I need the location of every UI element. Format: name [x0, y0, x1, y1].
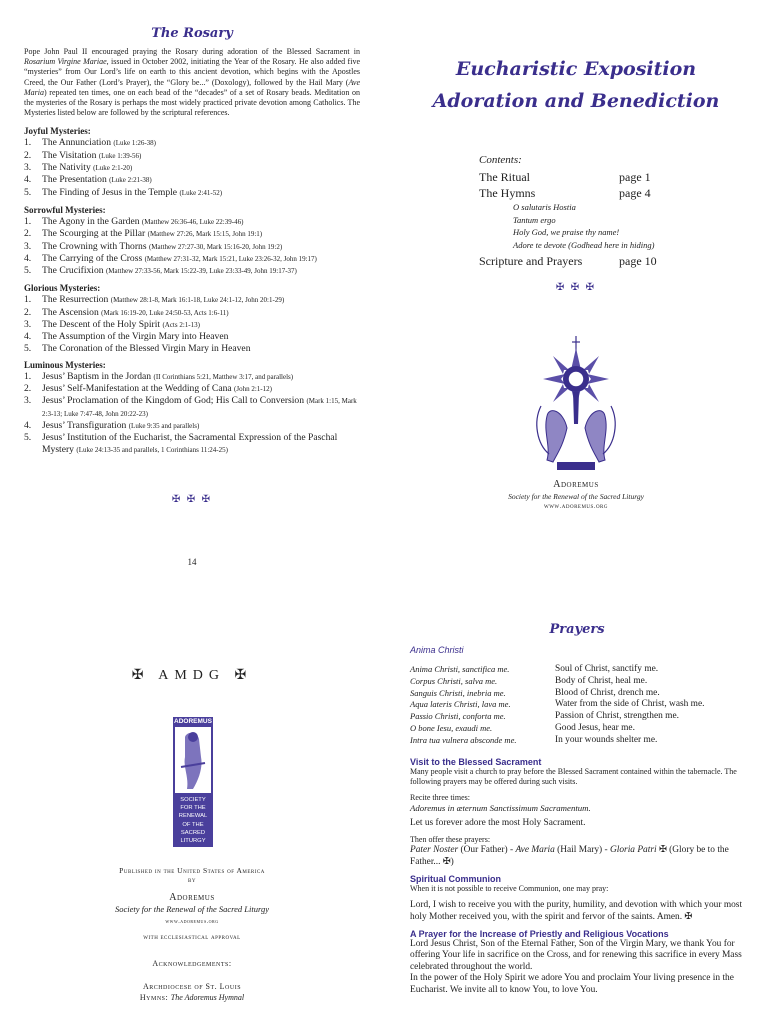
- mystery-title: Jesus’ Transfiguration: [42, 420, 127, 432]
- spiritual-communion-intro: When it is not possible to receive Communion, one may pray:: [410, 884, 609, 894]
- mystery-title: The Agony in the Garden: [42, 215, 140, 227]
- ack-hymns: [0, 993, 384, 1002]
- recite-instruction: Recite three times:: [410, 792, 470, 802]
- contents-label: Contents:: [479, 154, 522, 166]
- mystery-group-heading: Sorrowful Mysteries:: [24, 204, 106, 215]
- mystery-title: The Resurrection: [42, 294, 109, 306]
- mystery-item: [24, 228, 360, 240]
- back-publisher: Adoremus: [169, 892, 215, 903]
- mystery-item: [24, 241, 360, 253]
- rosary-intro-run: Pope John Paul II encouraged praying the Rosary during adoration of the Blessed Sacrament in: [24, 47, 360, 56]
- mystery-list: [24, 137, 360, 198]
- rosary-page: [0, 0, 384, 600]
- published-by: by: [188, 877, 196, 884]
- mystery-item: [24, 331, 360, 342]
- scripture-reference: (Matthew 26:36-46, Luke 22:39-46): [141, 217, 244, 226]
- scripture-reference: (Mark 1:15, Mark 2:3-13; Luke 7:47-48, John 20:22-23): [42, 397, 357, 418]
- anima-latin-line: Corpus Christi, salva me.: [410, 675, 498, 686]
- anima-christi-text: [410, 664, 744, 747]
- mystery-number: 2.: [24, 228, 32, 240]
- anima-english-line: In your wounds shelter me.: [555, 734, 658, 745]
- scripture-reference: (Matthew 27:33-56, Mark 15:22-39, Luke 23:33-49, John 19:17-37): [105, 267, 297, 276]
- scripture-reference: (II Corinthians 5:21, Matthew 3:17, and parallels): [153, 372, 294, 381]
- mystery-list: [24, 216, 360, 277]
- mystery-item: [24, 383, 360, 395]
- anima-english-line: Soul of Christ, sanctify me.: [555, 664, 659, 674]
- mystery-title: The Crucifixion: [42, 265, 104, 277]
- mystery-number: 5.: [24, 342, 32, 354]
- logo-caption-line: LITURGY: [180, 838, 206, 845]
- mystery-title: The Carrying of the Cross: [42, 252, 143, 264]
- back-cover-page: [0, 600, 384, 1024]
- mystery-title: The Descent of the Holy Spirit: [42, 318, 161, 330]
- hymn-item: Adore te devote (Godhead here in hiding): [513, 239, 655, 250]
- mystery-number: 5.: [24, 186, 32, 198]
- offer-prayers: [410, 845, 744, 868]
- rosary-intro-run: Ave Maria: [24, 77, 360, 97]
- mystery-number: 4.: [24, 252, 32, 264]
- mystery-group-heading: Glorious Mysteries:: [24, 283, 101, 294]
- cover-page: [384, 0, 768, 600]
- contents-entry-page: page 1: [619, 170, 651, 184]
- mystery-list: [24, 294, 360, 353]
- mystery-groups: [24, 126, 360, 456]
- contents-entry-name: The Ritual: [479, 170, 530, 184]
- contents-entry-page: page 4: [619, 186, 651, 200]
- mystery-number: 4.: [24, 331, 32, 343]
- scripture-reference: (Matthew 28:1-8, Mark 16:1-18, Luke 24:1-12, John 20:1-29): [110, 296, 285, 305]
- mystery-number: 1.: [24, 370, 32, 382]
- anima-latin-line: Anima Christi, sanctifica me.: [410, 664, 510, 674]
- spiritual-communion-heading: Spiritual Communion: [410, 874, 501, 885]
- contents-entry[interactable]: [479, 185, 739, 201]
- ecclesiastical-approval: with ecclesiastical approval: [143, 934, 241, 941]
- mystery-number: 5.: [24, 265, 32, 277]
- vocations-heading: A Prayer for the Increase of Priestly and Religious Vocations: [410, 929, 669, 940]
- anima-english-line: Body of Christ, heal me.: [555, 675, 648, 686]
- mystery-number: 3.: [24, 395, 32, 407]
- mystery-item: [24, 253, 360, 265]
- cover-title-line2: Adoration and Benediction: [432, 90, 720, 112]
- logo-caption-line: SACRED: [180, 829, 206, 836]
- logo-caption-line: OF THE: [182, 821, 204, 828]
- recite-latin: Adoremus in æternum Sanctissimum Sacramentum.: [410, 802, 591, 813]
- mystery-item: [24, 174, 360, 186]
- contents-list: [479, 154, 739, 269]
- anima-english-line: Water from the side of Christ, wash me.: [555, 699, 705, 710]
- rosary-ornament: ✠ ✠ ✠: [171, 493, 213, 505]
- anima-english-line: Good Jesus, hear me.: [555, 722, 635, 733]
- contents-entry-page: page 10: [619, 254, 657, 269]
- mystery-item: [24, 162, 360, 174]
- mystery-item: [24, 216, 360, 228]
- logo-caption: [173, 796, 213, 845]
- mystery-title: The Coronation of the Blessed Virgin Mary in Heaven: [42, 342, 251, 354]
- offer-run: Gloria Patri: [609, 845, 657, 856]
- mystery-title: Jesus’ Self-Manifestation at the Wedding of Cana: [42, 383, 232, 395]
- mystery-title: The Presentation: [42, 174, 107, 186]
- scripture-reference: (Luke 24:13-35 and parallels, 1 Corinthians 11:24-25): [76, 445, 228, 454]
- mystery-group-heading: Luminous Mysteries:: [24, 359, 106, 370]
- anima-latin-line: Intra tua vulnera absconde me.: [410, 734, 517, 745]
- scripture-reference: (John 2:1-12): [234, 385, 272, 394]
- scripture-reference: (Acts 2:1-13): [162, 320, 200, 329]
- mystery-title: Jesus’ Institution of the Eucharist, the Sacramental Expression of the Paschal Mystery: [42, 432, 338, 455]
- mystery-title: Jesus’ Proclamation of the Kingdom of God; His Call to Conversion: [42, 395, 305, 407]
- mystery-number: 4.: [24, 420, 32, 432]
- scripture-reference: (Matthew 27:31-32, Mark 15:21, Luke 23:26-32, John 19:17): [144, 254, 317, 263]
- page-number: 14: [187, 556, 197, 567]
- mystery-item: [24, 420, 360, 432]
- contents-entry[interactable]: [479, 169, 739, 185]
- scripture-reference: (Luke 2:21-38): [109, 176, 152, 185]
- prayers-title: Prayers: [549, 622, 605, 637]
- anima-latin-line: Passio Christi, conforta me.: [410, 711, 506, 722]
- mystery-list: [24, 371, 360, 456]
- monstrance-icon: [527, 336, 625, 474]
- anima-english-line: Passion of Christ, strengthen me.: [555, 711, 679, 722]
- anima-latin-line: O bone Iesu, exaudi me.: [410, 722, 493, 733]
- publication-info: [0, 866, 384, 1002]
- mystery-item: [24, 395, 360, 420]
- offer-run: Pater Noster: [410, 845, 459, 856]
- recite-english: Let us forever adore the most Holy Sacrament.: [410, 817, 586, 828]
- ack-hymns-label: Hymns:: [139, 993, 171, 1002]
- scripture-reference: (Matthew 27:26, Mark 15:15, John 19:1): [147, 230, 263, 239]
- rosary-intro-run: Rosarium Virgine Mariae: [24, 57, 107, 67]
- hymn-item: O salutaris Hostia: [513, 202, 576, 212]
- offer-run: ✠ (Glory be to the Father... ✠): [410, 845, 729, 867]
- mystery-item: [24, 319, 360, 331]
- mystery-group-heading: Joyful Mysteries:: [24, 126, 91, 137]
- mystery-item: [24, 187, 360, 199]
- anima-latin-column: [410, 664, 555, 747]
- scripture-reference: (Mark 16:19-20, Luke 24:50-53, Acts 1:6-11): [101, 308, 229, 317]
- scripture-reference: (Luke 9:35 and parallels): [128, 422, 200, 431]
- visit-heading: Visit to the Blessed Sacrament: [410, 756, 542, 767]
- mystery-number: 2.: [24, 383, 32, 395]
- rosary-intro: [24, 47, 360, 118]
- anima-christi-heading: Anima Christi: [410, 645, 464, 655]
- back-society: Society for the Renewal of the Sacred Liturgy: [115, 904, 269, 914]
- ack-hymns-title: The Adoremus Hymnal: [170, 993, 245, 1002]
- mystery-number: 3.: [24, 318, 32, 330]
- mystery-title: The Scourging at the Pillar: [42, 228, 146, 240]
- mystery-number: 1.: [24, 294, 32, 306]
- logo-caption-line: FOR THE: [180, 805, 206, 812]
- scripture-reference: (Luke 1:26-38): [113, 139, 156, 148]
- mystery-number: 3.: [24, 162, 32, 174]
- amdg-motto: ✠ AMDG ✠: [131, 668, 253, 683]
- rosary-intro-run: ) repeated ten times, one on each bead of the “decades” of a set of Rosary beads. Meditation on the mysteries of the Rosary is perhaps the most widely practiced private devotion among Catholics. The Mysteries listed below are followed by the scriptural references.: [24, 87, 360, 118]
- mystery-item: [24, 343, 360, 354]
- mystery-item: [24, 150, 360, 162]
- mystery-number: 2.: [24, 306, 32, 318]
- anima-latin-line: Aqua lateris Christi, lava me.: [410, 699, 511, 710]
- offer-run: (Our Father) -: [458, 845, 516, 856]
- mystery-title: The Assumption of the Virgin Mary into Heaven: [42, 331, 229, 343]
- scripture-reference: (Luke 2:41-52): [179, 188, 223, 197]
- mystery-title: The Finding of Jesus in the Temple: [42, 186, 178, 198]
- hymn-list: [479, 201, 739, 251]
- anima-english-column: [555, 664, 704, 747]
- offer-instruction: Then offer these prayers:: [410, 835, 491, 845]
- offer-run: Ave Maria: [515, 845, 555, 856]
- cover-society: Society for the Renewal of the Sacred Liturgy: [508, 492, 644, 501]
- mystery-item: [24, 137, 360, 149]
- offer-run: (Hail Mary) -: [554, 845, 610, 856]
- mystery-title: The Annunciation: [42, 137, 112, 149]
- cover-website[interactable]: www.adoremus.org: [543, 503, 609, 510]
- mystery-title: Jesus’ Baptism in the Jordan: [42, 370, 152, 382]
- logo-caption-line: SOCIETY: [180, 797, 206, 803]
- mystery-item: [24, 265, 360, 277]
- scripture-reference: (Luke 1:39-56): [98, 151, 142, 160]
- mystery-number: 2.: [24, 149, 32, 161]
- contents-entry-name: The Hymns: [479, 186, 536, 200]
- acknowledgements-heading: Acknowledgements:: [152, 959, 232, 968]
- mystery-item: [24, 294, 360, 306]
- cover-publisher-block: [384, 479, 768, 510]
- anima-latin-line: Sanguis Christi, inebria me.: [410, 687, 506, 698]
- spiritual-communion-text: Lord, I wish to receive you with the purity, humility, and devotion with which your most holy Mother received you, with the spirit and fervor of the saints. Amen. ✠: [410, 900, 743, 922]
- vocations-text: Lord Jesus Christ, Son of the Eternal Father, Son of the Virgin Mary, we thank You for offering Your life in sacrifice on the Cross, and for renewing this sacrifice in every Mass celebrated throughout the world.: [410, 939, 742, 972]
- prayers-page: [384, 600, 768, 1024]
- rosary-title: The Rosary: [151, 26, 233, 41]
- hymn-item: Holy God, we praise thy name!: [513, 227, 620, 238]
- logo-caption-line: RENEWAL: [178, 813, 208, 820]
- ack-archdiocese: Archdiocese of St. Louis: [142, 982, 242, 991]
- cover-publisher: Adoremus: [553, 479, 599, 490]
- cover-title-line1: Eucharistic Exposition: [455, 58, 697, 80]
- mystery-title: The Visitation: [42, 149, 97, 161]
- scripture-reference: (Matthew 27:27-30, Mark 15:16-20, John 19:2): [148, 242, 283, 251]
- mystery-title: The Crowning with Thorns: [42, 240, 147, 252]
- mystery-title: The Nativity: [42, 162, 91, 174]
- adoremus-logo: [173, 717, 213, 847]
- contents-entry-name: Scripture and Prayers: [479, 254, 583, 269]
- mystery-number: 3.: [24, 240, 32, 252]
- monstrance-illustration: [527, 336, 625, 474]
- mystery-title: The Ascension: [42, 306, 99, 318]
- vocations-text-continued: In the power of the Holy Spirit we adore You and proclaim Your living presence in the Eucharist. We invite all to know You, to love You.: [410, 973, 734, 995]
- back-website[interactable]: www.adoremus.org: [165, 919, 219, 925]
- anima-english-line: Blood of Christ, drench me.: [555, 687, 660, 698]
- logo-title: ADOREMUS: [174, 718, 212, 725]
- scripture-reference: (Luke 2:1-20): [93, 164, 133, 173]
- mystery-number: 5.: [24, 432, 32, 444]
- mystery-number: 4.: [24, 174, 32, 186]
- mystery-item: [24, 371, 360, 383]
- mystery-number: 1.: [24, 137, 32, 149]
- visit-text: Many people visit a church to pray before the Blessed Sacrament contained within the tabernacle. The following prayers may be offered during such visits.: [410, 766, 737, 786]
- mystery-number: 1.: [24, 215, 32, 227]
- contents-entry[interactable]: [479, 253, 739, 269]
- published-in: Published in the United States of America: [119, 866, 265, 875]
- hymn-item: Tantum ergo: [513, 214, 556, 225]
- mystery-item: [24, 432, 360, 456]
- cover-ornament: ✠ ✠ ✠: [555, 282, 597, 293]
- rosary-intro-run: , issued in October 2002, initiating the Year of the Rosary. He also added five “mysteries” from Our Lord’s life on earth to this ancient devotion, which begins with the Apostles Creed, the Our Father (Lord’s Prayer), the “Glory be...” (Doxology), followed by the Hail Mary (: [24, 57, 360, 87]
- mystery-item: [24, 307, 360, 319]
